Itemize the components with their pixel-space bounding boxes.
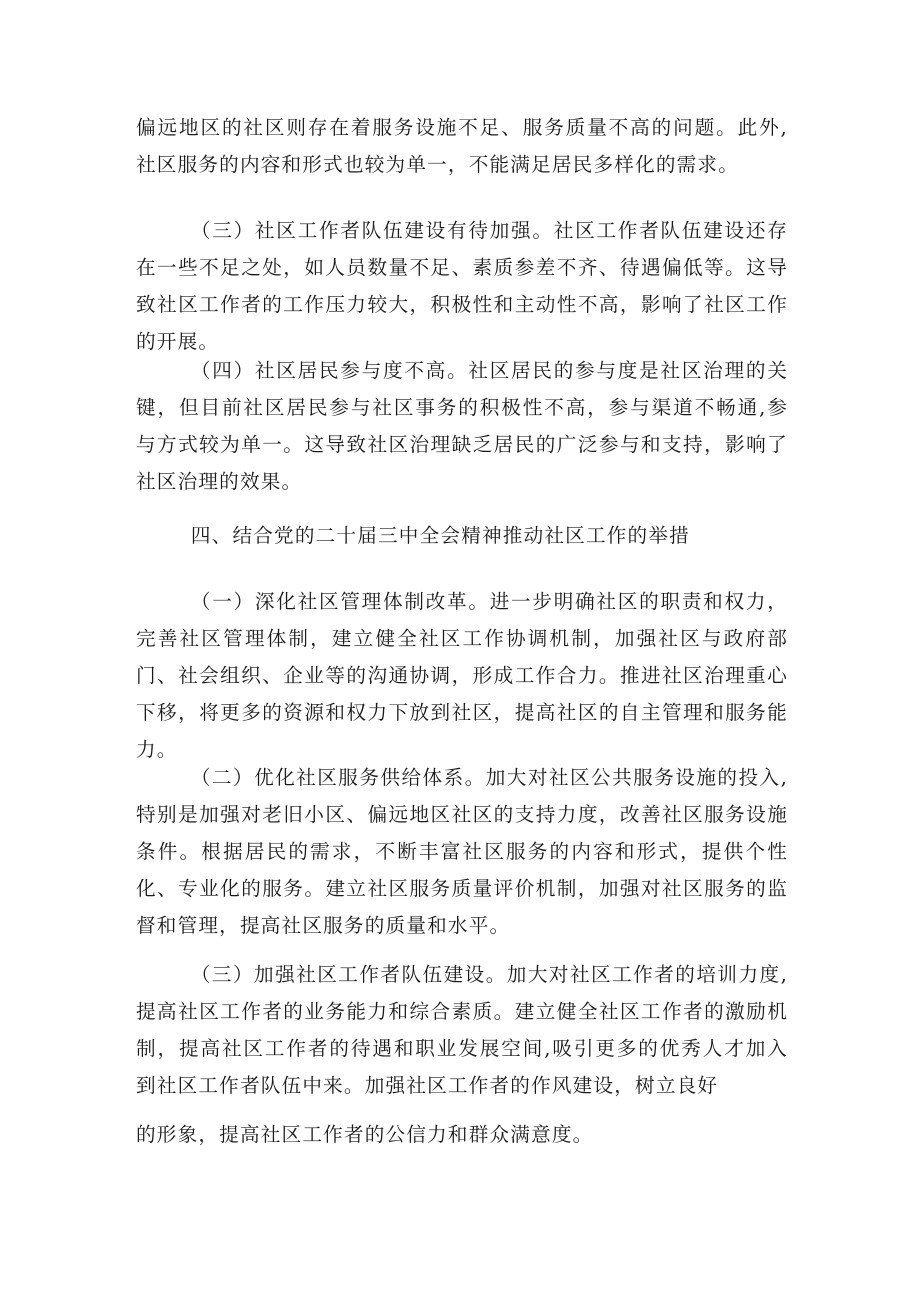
paragraph-section-3-workforce: （三）社区工作者队伍建设有待加强。社区工作者队伍建设还存在一些不足之处，如人员数量不足、素质参差不齐、待遇偏低等。这导致社区工作者的工作压力较大，积极性和主动性不高，影响了社区工作的开展。	[136, 219, 788, 353]
paragraph-measure-3-continuation: 的形象，提高社区工作者的公信力和群众满意度。	[136, 1123, 594, 1146]
paragraph-measure-1: （一）深化社区管理体制改革。进一步明确社区的职责和权力，完善社区管理体制，建立健全社区工作协调机制，加强社区与政府部门、社会组织、企业等的沟通协调，形成工作合力。推进社区治理重心下移，将更多的资源和权力下放到社区，提高社区的自主管理和服务能力。	[136, 590, 788, 761]
paragraph-measure-2: （二）优化社区服务供给体系。加大对社区公共服务设施的投入,特别是加强对老旧小区、偏远地区社区的支持力度，改善社区服务设施条件。根据居民的需求，不断丰富社区服务的内容和形式，提供个性化、专业化的服务。建立社区服务质量评价机制，加强对社区服务的监督和管理，提高社区服务的质量和水平。	[136, 766, 788, 937]
section-heading-measures: 四、结合党的二十届三中全会精神推动社区工作的举措	[190, 524, 690, 547]
paragraph-section-4-participation: （四）社区居民参与度不高。社区居民的参与度是社区治理的关键，但目前社区居民参与社区事务的积极性不高，参与渠道不畅通,参与方式较为单一。这导致社区治理缺乏居民的广泛参与和支持，影响了社区治理的效果。	[136, 359, 788, 493]
paragraph-measure-3: （三）加强社区工作者队伍建设。加大对社区工作者的培训力度,提高社区工作者的业务能力和综合素质。建立健全社区工作者的激励机制，提高社区工作者的待遇和职业发展空间,吸引更多的优秀人才加入到社区工作者队伍中来。加强社区工作者的作风建设，树立良好	[136, 963, 788, 1097]
paragraph-continuation: 偏远地区的社区则存在着服务设施不足、服务质量不高的问题。此外,社区服务的内容和形式也较为单一，不能满足居民多样化的需求。	[136, 116, 788, 176]
